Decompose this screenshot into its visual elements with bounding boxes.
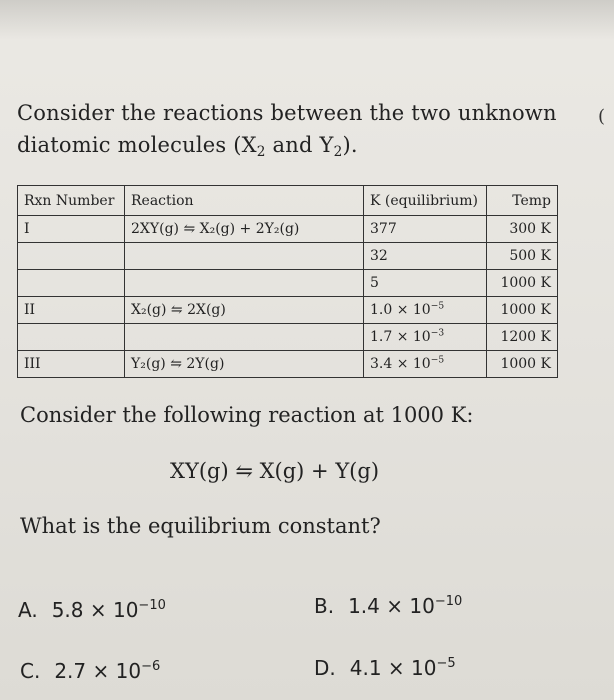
temp-cell: 1000 K [487, 351, 558, 378]
k-cell [364, 216, 487, 243]
option-exponent: −5 [436, 656, 456, 672]
rxn-cell: II [18, 297, 125, 324]
rxn-cell: I [18, 216, 125, 243]
option-d[interactable] [314, 656, 456, 680]
intro-text-part: and Y [265, 133, 334, 157]
option-c[interactable] [20, 659, 160, 683]
temp-cell: 1000 K [487, 297, 558, 324]
option-letter: B. [314, 594, 335, 618]
target-equation: XY(g) ⇋ X(g) + Y(g) [170, 459, 380, 483]
reaction-cell [125, 324, 364, 351]
reaction-cell [125, 270, 364, 297]
k-cell [364, 351, 487, 378]
subscript: 2 [256, 144, 266, 161]
subscript: 2 [333, 144, 343, 161]
question-prompt: What is the equilibrium constant? [20, 514, 381, 538]
intro-line-1: Consider the reactions between the two unknown [17, 101, 557, 125]
k-base: 3.4 × 10 [370, 356, 431, 372]
header-reaction: Reaction [125, 186, 364, 216]
option-exponent: −6 [141, 659, 161, 675]
table-header-row [18, 186, 558, 216]
table-row [18, 270, 558, 297]
header-k: K (equilibrium) [364, 186, 487, 216]
temp-cell: 1000 K [487, 270, 558, 297]
k-base: 1.7 × 10 [370, 329, 431, 345]
temp-cell: 1200 K [487, 324, 558, 351]
option-exponent: −10 [434, 594, 463, 610]
header-rxn-number: Rxn Number [18, 186, 125, 216]
rxn-cell [18, 324, 125, 351]
option-letter: A. [18, 598, 38, 622]
option-exponent: −10 [138, 598, 166, 614]
reaction-cell: X₂(g) ⇋ 2X(g) [125, 297, 364, 324]
table-row [18, 297, 558, 324]
intro-line-2 [17, 129, 577, 161]
option-letter: C. [20, 659, 41, 683]
header-temp: Temp [487, 186, 558, 216]
option-value: 4.1 × 10 [349, 656, 437, 680]
option-letter: D. [314, 656, 336, 680]
table-row [18, 243, 558, 270]
reaction-table [17, 185, 558, 378]
rxn-cell: III [18, 351, 125, 378]
table-row [18, 216, 558, 243]
intro-text-part: ). [342, 133, 358, 157]
option-value: 5.8 × 10 [51, 598, 139, 622]
temp-cell: 500 K [487, 243, 558, 270]
intro-text-part: diatomic molecules (X [17, 133, 257, 157]
table-row [18, 324, 558, 351]
intro-text [17, 97, 577, 161]
k-cell [364, 297, 487, 324]
k-base: 5 [370, 275, 379, 291]
page-shadow [0, 0, 614, 40]
reaction-cell: 2XY(g) ⇋ X₂(g) + 2Y₂(g) [125, 216, 364, 243]
stray-mark: ( [598, 106, 606, 127]
temp-cell: 300 K [487, 216, 558, 243]
option-value: 2.7 × 10 [54, 659, 142, 683]
rxn-cell [18, 243, 125, 270]
option-b[interactable] [314, 594, 462, 618]
k-cell [364, 270, 487, 297]
k-cell [364, 324, 487, 351]
reaction-cell [125, 243, 364, 270]
reaction-cell: Y₂(g) ⇋ 2Y(g) [125, 351, 364, 378]
k-cell [364, 243, 487, 270]
option-value: 1.4 × 10 [348, 594, 435, 618]
question-condition: Consider the following reaction at 1000 K: [20, 403, 474, 427]
k-base: 1.0 × 10 [370, 302, 431, 318]
k-exponent: −5 [430, 301, 445, 312]
option-a[interactable] [18, 598, 166, 622]
k-exponent: −3 [430, 328, 445, 339]
table-row [18, 351, 558, 378]
rxn-cell [18, 270, 125, 297]
k-base: 32 [370, 248, 388, 264]
k-exponent: −5 [430, 355, 445, 366]
k-base: 377 [370, 221, 397, 237]
